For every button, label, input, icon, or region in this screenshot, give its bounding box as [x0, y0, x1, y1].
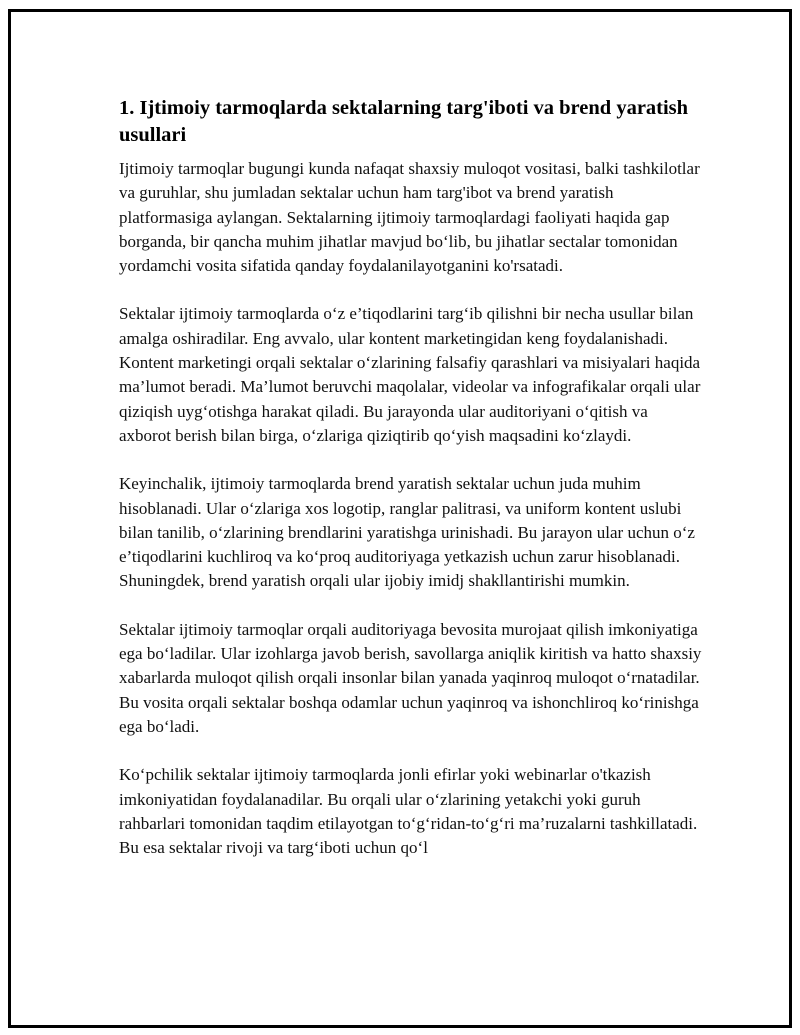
paragraph-3: Keyinchalik, ijtimoiy tarmoqlarda brend yaratish sektalar uchun juda muhim hisoblanadi. Ular o‘zlariga xos logotip, ranglar palitrasi, va uniform kontent uslubi bilan tanilib, o‘zlarining brendlarini yaratishga urinishadi. Bu jarayon ular uchun o‘z e’tiqodlarini kuchliroq va ko‘proq auditoriyaga yetkazish uchun zarur hisoblanadi. Shuningdek, brend yaratish orqali ular ijobiy imidj shakllantirishi mumkin.	[119, 474, 695, 591]
document-page	[8, 9, 792, 1028]
paragraph-4: Sektalar ijtimoiy tarmoqlar orqali auditoriyaga bevosita murojaat qilish imkoniyatiga ega bo‘ladilar. Ular izohlarga javob berish, savollarga aniqlik kiritish va hatto shaxsiy xabarlarda muloqot qilish orqali insonlar bilan yanada yaqinroq muloqot o‘rnatadilar. Bu vosita orqali sektalar boshqa odamlar uchun yaqinroq va ishonchliroq ko‘rinishga ega bo‘ladi.	[119, 619, 702, 736]
paragraph-5: Ko‘pchilik sektalar ijtimoiy tarmoqlarda jonli efirlar yoki webinarlar o'tkazish imkoniyatidan foydalanadilar. Bu orqali ular o‘zlarining yetakchi yoki guruh rahbarlari tomonidan taqdim etilayotgan to‘g‘ridan-to‘g‘ri ma’ruzalarni tashkillatadi. Bu esa sektalar rivoji va targ‘iboti uchun qo‘l	[119, 765, 698, 858]
document-body	[119, 95, 703, 884]
paragraph-1: Ijtimoiy tarmoqlar bugungi kunda nafaqat shaxsiy muloqot vositasi, balki tashkilotlar va guruhlar, shu jumladan sektalar uchun ham targ'ibot va brend yaratish platformasiga aylangan. Sektalarning ijtimoiy tarmoqlardagi faoliyati haqida gap borganda, bir qancha muhim jihatlar mavjud bo‘lib, bu jihatlar sectalar tomonidan yordamchi vosita sifatida qanday foydalanilayotganini ko'rsatadi.	[119, 159, 700, 276]
paragraph-2: Sektalar ijtimoiy tarmoqlarda o‘z e’tiqodlarini targ‘ib qilishni bir necha usullar bilan amalga oshiradilar. Eng avvalo, ular kontent marketingidan keng foydalanishadi. Kontent marketingi orqali sektalar o‘zlarining falsafiy qarashlari va misiyalari haqida ma’lumot beradi. Ma’lumot beruvchi maqolalar, videolar va infografikalar orqali ular qiziqish uyg‘otishga harakat qiladi. Bu jarayonda ular auditoriyani o‘qitish va axborot berish bilan birga, o‘zlariga qiziqtirib qo‘yish maqsadini ko‘zlaydi.	[119, 304, 701, 445]
document-title: 1. Ijtimoiy tarmoqlarda sektalarning targ'iboti va brend yaratish usullari	[119, 97, 689, 146]
